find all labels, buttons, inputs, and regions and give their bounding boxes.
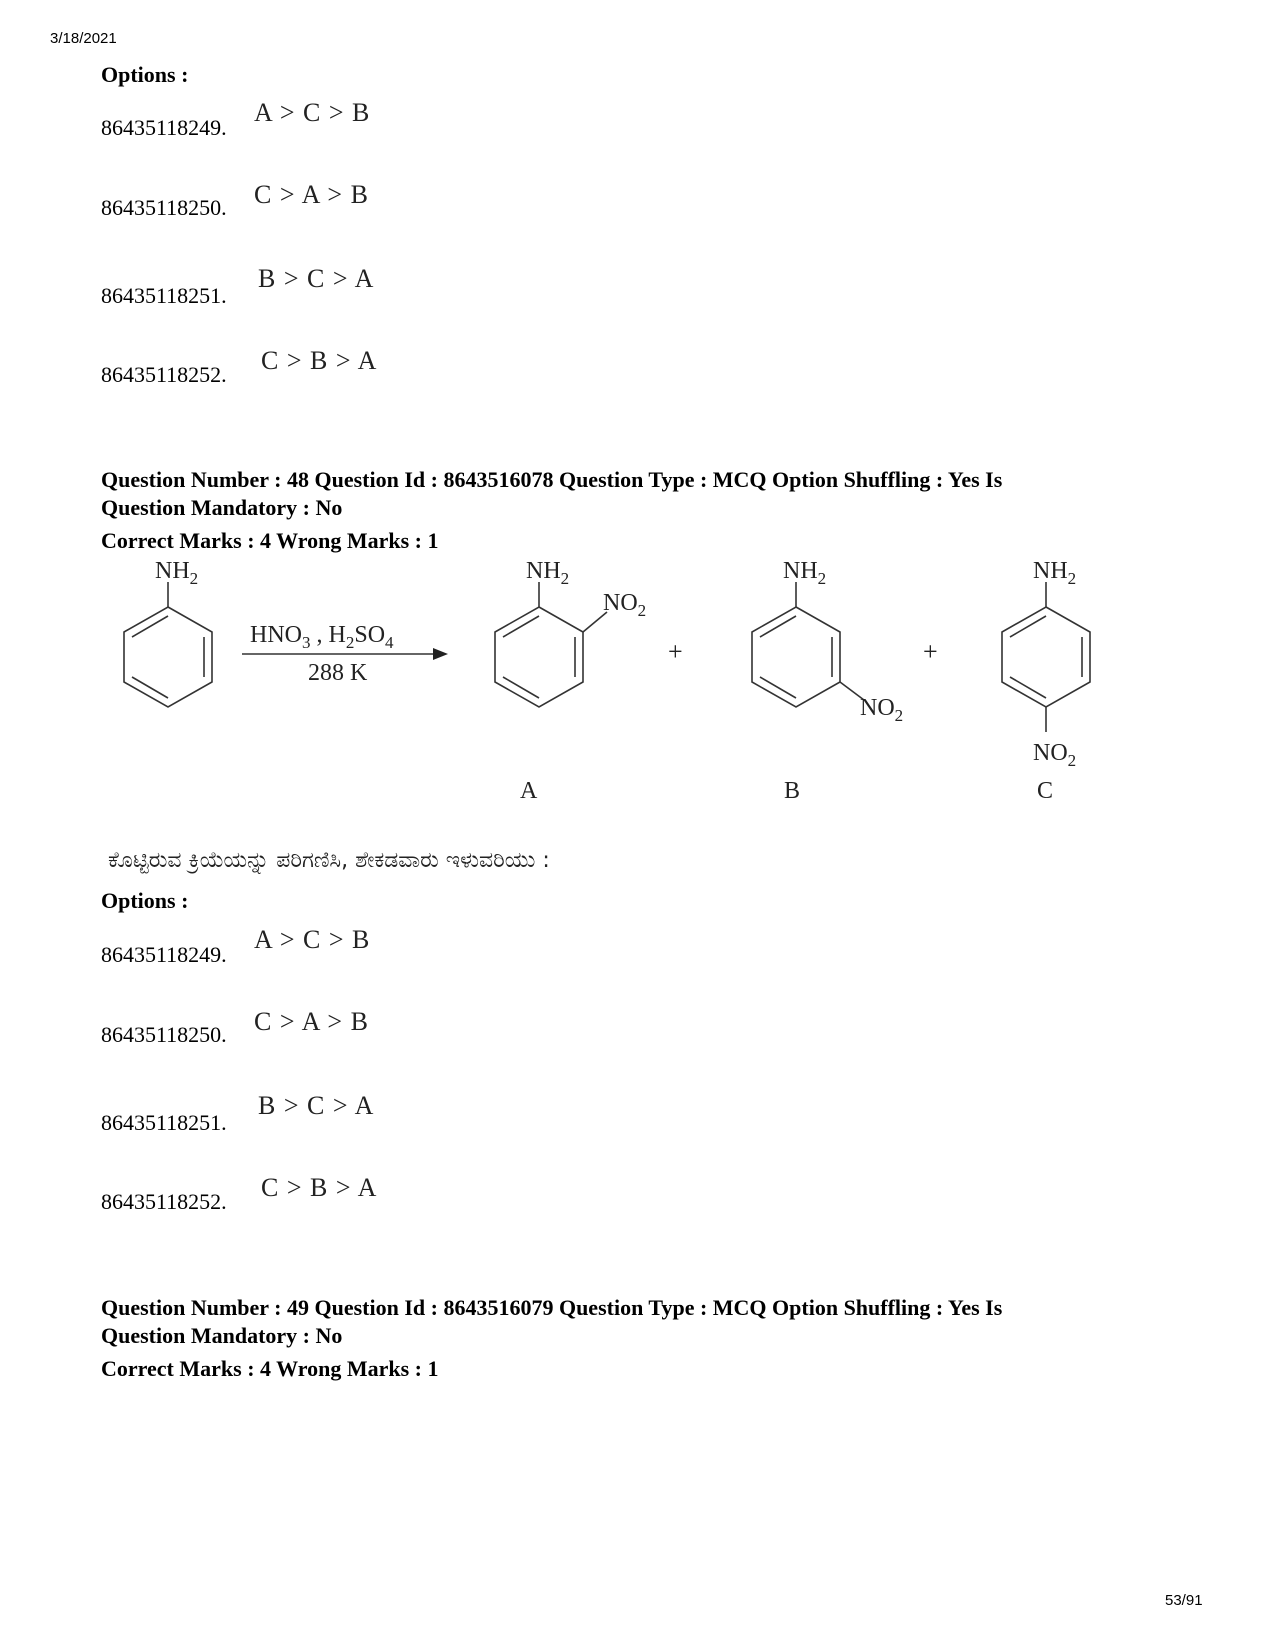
reagent-label: $HNO_3$ , $H_2SO_4$ bbox=[250, 622, 394, 652]
option-id: 86435118251. bbox=[101, 1110, 227, 1135]
option-id: 86435118251. bbox=[101, 283, 227, 308]
product-c-ring bbox=[1002, 582, 1090, 732]
option-value: A > C > B bbox=[254, 925, 371, 954]
product-b-ring bbox=[752, 582, 864, 707]
question-48-header bbox=[101, 466, 1181, 522]
option-value: C > A > B bbox=[254, 1007, 369, 1036]
aniline-ring bbox=[124, 582, 212, 707]
option-id: 86435118252. bbox=[101, 1189, 227, 1214]
product-b-nitro-label: $NO_2$ bbox=[860, 695, 904, 725]
print-date: 3/18/2021 bbox=[50, 30, 117, 47]
question-49-header-line1: Question Number : 49 Question Id : 8643516079 Question Type : MCQ Option Shuffling : Yes Is bbox=[101, 1295, 1003, 1320]
question-49-header-line2: Question Mandatory : No bbox=[101, 1323, 343, 1348]
product-c-nitro-label: $NO_2$ bbox=[1033, 740, 1077, 770]
option-id: 86435118249. bbox=[101, 942, 227, 967]
product-a-letter: A bbox=[520, 778, 538, 804]
option-value: C > A > B bbox=[254, 180, 369, 209]
options-label: Options : bbox=[101, 888, 189, 913]
plus-sign: + bbox=[668, 637, 683, 666]
question-48-text: ಕೊಟ್ಟಿರುವ ಕ್ರಿಯೆಯನ್ನು ಪರಿಗಣಿಸಿ, ಶೇಕಡವಾರು ಇಳುವರಿಯು : bbox=[108, 848, 550, 873]
product-b-letter: B bbox=[784, 778, 801, 804]
reaction-condition: 288 K bbox=[308, 660, 368, 686]
product-a-nitro-label: $NO_2$ bbox=[603, 590, 647, 620]
option-id: 86435118250. bbox=[101, 195, 227, 220]
reaction-diagram bbox=[100, 560, 1140, 820]
options-label: Options : bbox=[101, 62, 189, 87]
product-b-amino-label: $NH_2$ bbox=[783, 560, 827, 588]
plus-sign: + bbox=[923, 637, 938, 666]
option-id: 86435118252. bbox=[101, 362, 227, 387]
option-value: C > B > A bbox=[261, 1173, 378, 1202]
option-id: 86435118249. bbox=[101, 115, 227, 140]
product-a-ring bbox=[495, 582, 607, 707]
arrow-head bbox=[433, 648, 448, 660]
option-id: 86435118250. bbox=[101, 1022, 227, 1047]
product-c-letter: C bbox=[1037, 778, 1054, 804]
option-value: B > C > A bbox=[258, 264, 375, 293]
question-48-marks: Correct Marks : 4 Wrong Marks : 1 bbox=[101, 528, 439, 553]
option-value: C > B > A bbox=[261, 346, 378, 375]
question-48-header-line2: Question Mandatory : No bbox=[101, 495, 343, 520]
reactant-amino-label: $NH_2$ bbox=[155, 560, 199, 588]
option-value: A > C > B bbox=[254, 98, 371, 127]
product-c-amino-label: $NH_2$ bbox=[1033, 560, 1077, 588]
option-value: B > C > A bbox=[258, 1091, 375, 1120]
question-48-header-line1: Question Number : 48 Question Id : 8643516078 Question Type : MCQ Option Shuffling : Yes Is bbox=[101, 467, 1003, 492]
question-49-marks: Correct Marks : 4 Wrong Marks : 1 bbox=[101, 1356, 439, 1381]
page-number: 53/91 bbox=[1165, 1592, 1203, 1609]
product-a-amino-label: $NH_2$ bbox=[526, 560, 570, 588]
question-49-header bbox=[101, 1294, 1181, 1350]
